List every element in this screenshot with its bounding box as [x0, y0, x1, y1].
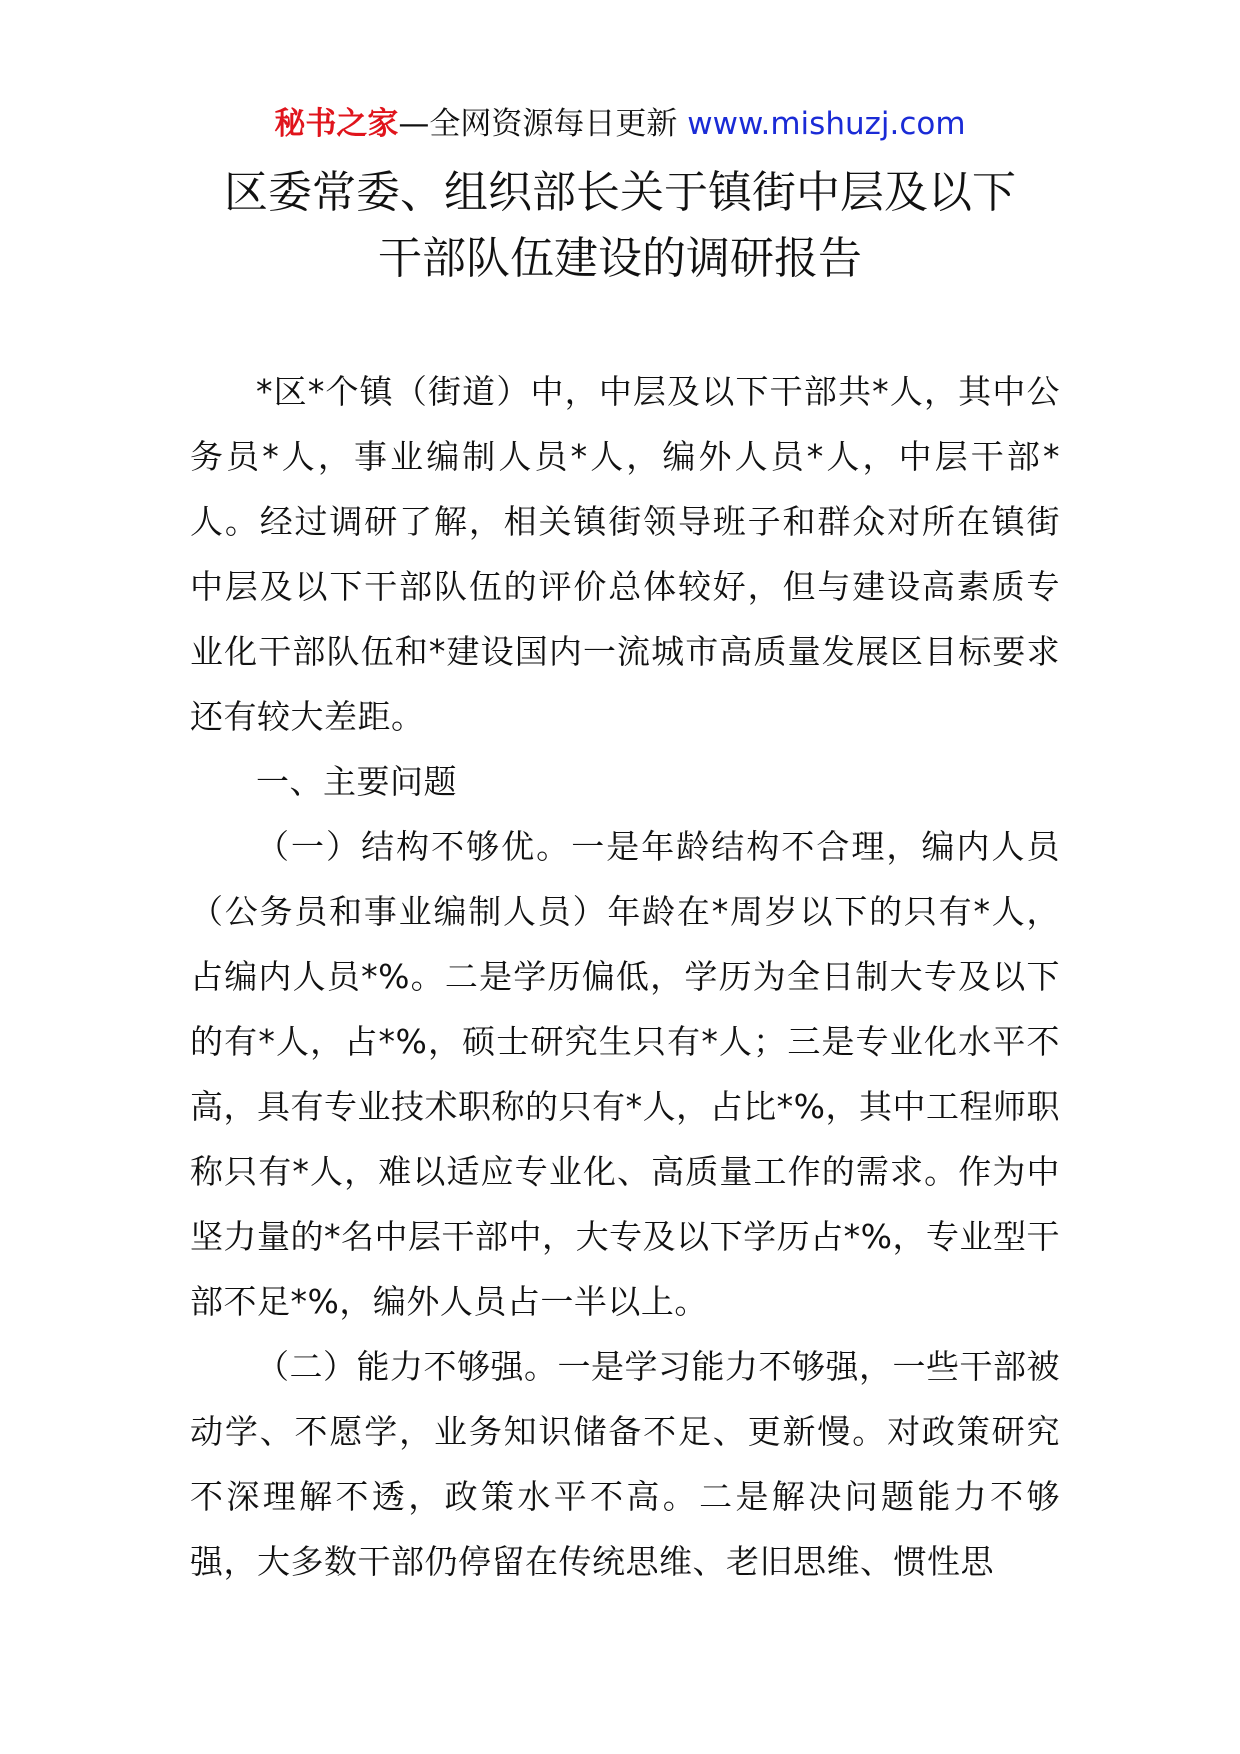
section-heading-main-problems: 一、主要问题 [256, 762, 457, 801]
site-tagline: —全网资源每日更新 [398, 106, 678, 142]
title-line-1: 区委常委、组织部长关于镇街中层及以下 [224, 167, 1016, 218]
paragraph-structure: （一）结构不够优。一是年龄结构不合理，编内人员（公务员和事业编制人员）年龄在*周岁以下的只有*人，占编内人员*%。二是学历偏低，学历为全日制大专及以下的有*人，占*%，硕士研究生只有*人；三是专业化水平不高，具有专业技术职称的只有*人，占比*%，其中工程师职称只有*人，难以适应专业化、高质量工作的需求。作为中坚力量的*名中层干部中，大专及以下学历占*%，专业型干部不足*%，编外人员占一半以上。 [190, 827, 1060, 1321]
site-url-link[interactable]: www.mishuzj.com [687, 106, 966, 142]
paragraph-ability: （二）能力不够强。一是学习能力不够强，一些干部被动学、不愿学，业务知识储备不足、更新慢。对政策研究不深理解不透，政策水平不高。二是解决问题能力不够强，大多数干部仍停留在传统思维、老旧思维、惯性思 [190, 1347, 1060, 1581]
document-title [0, 160, 1240, 292]
site-brand: 秘书之家 [274, 106, 399, 142]
title-line-2: 干部队伍建设的调研报告 [378, 233, 862, 284]
site-header [0, 104, 1240, 144]
paragraph-intro: *区*个镇（街道）中，中层及以下干部共*人，其中公务员*人，事业编制人员*人，编外人员*人，中层干部*人。经过调研了解，相关镇街领导班子和群众对所在镇街中层及以下干部队伍的评价总体较好，但与建设高素质专业化干部队伍和*建设国内一流城市高质量发展区目标要求还有较大差距。 [190, 372, 1060, 736]
document-body [190, 359, 1060, 1594]
